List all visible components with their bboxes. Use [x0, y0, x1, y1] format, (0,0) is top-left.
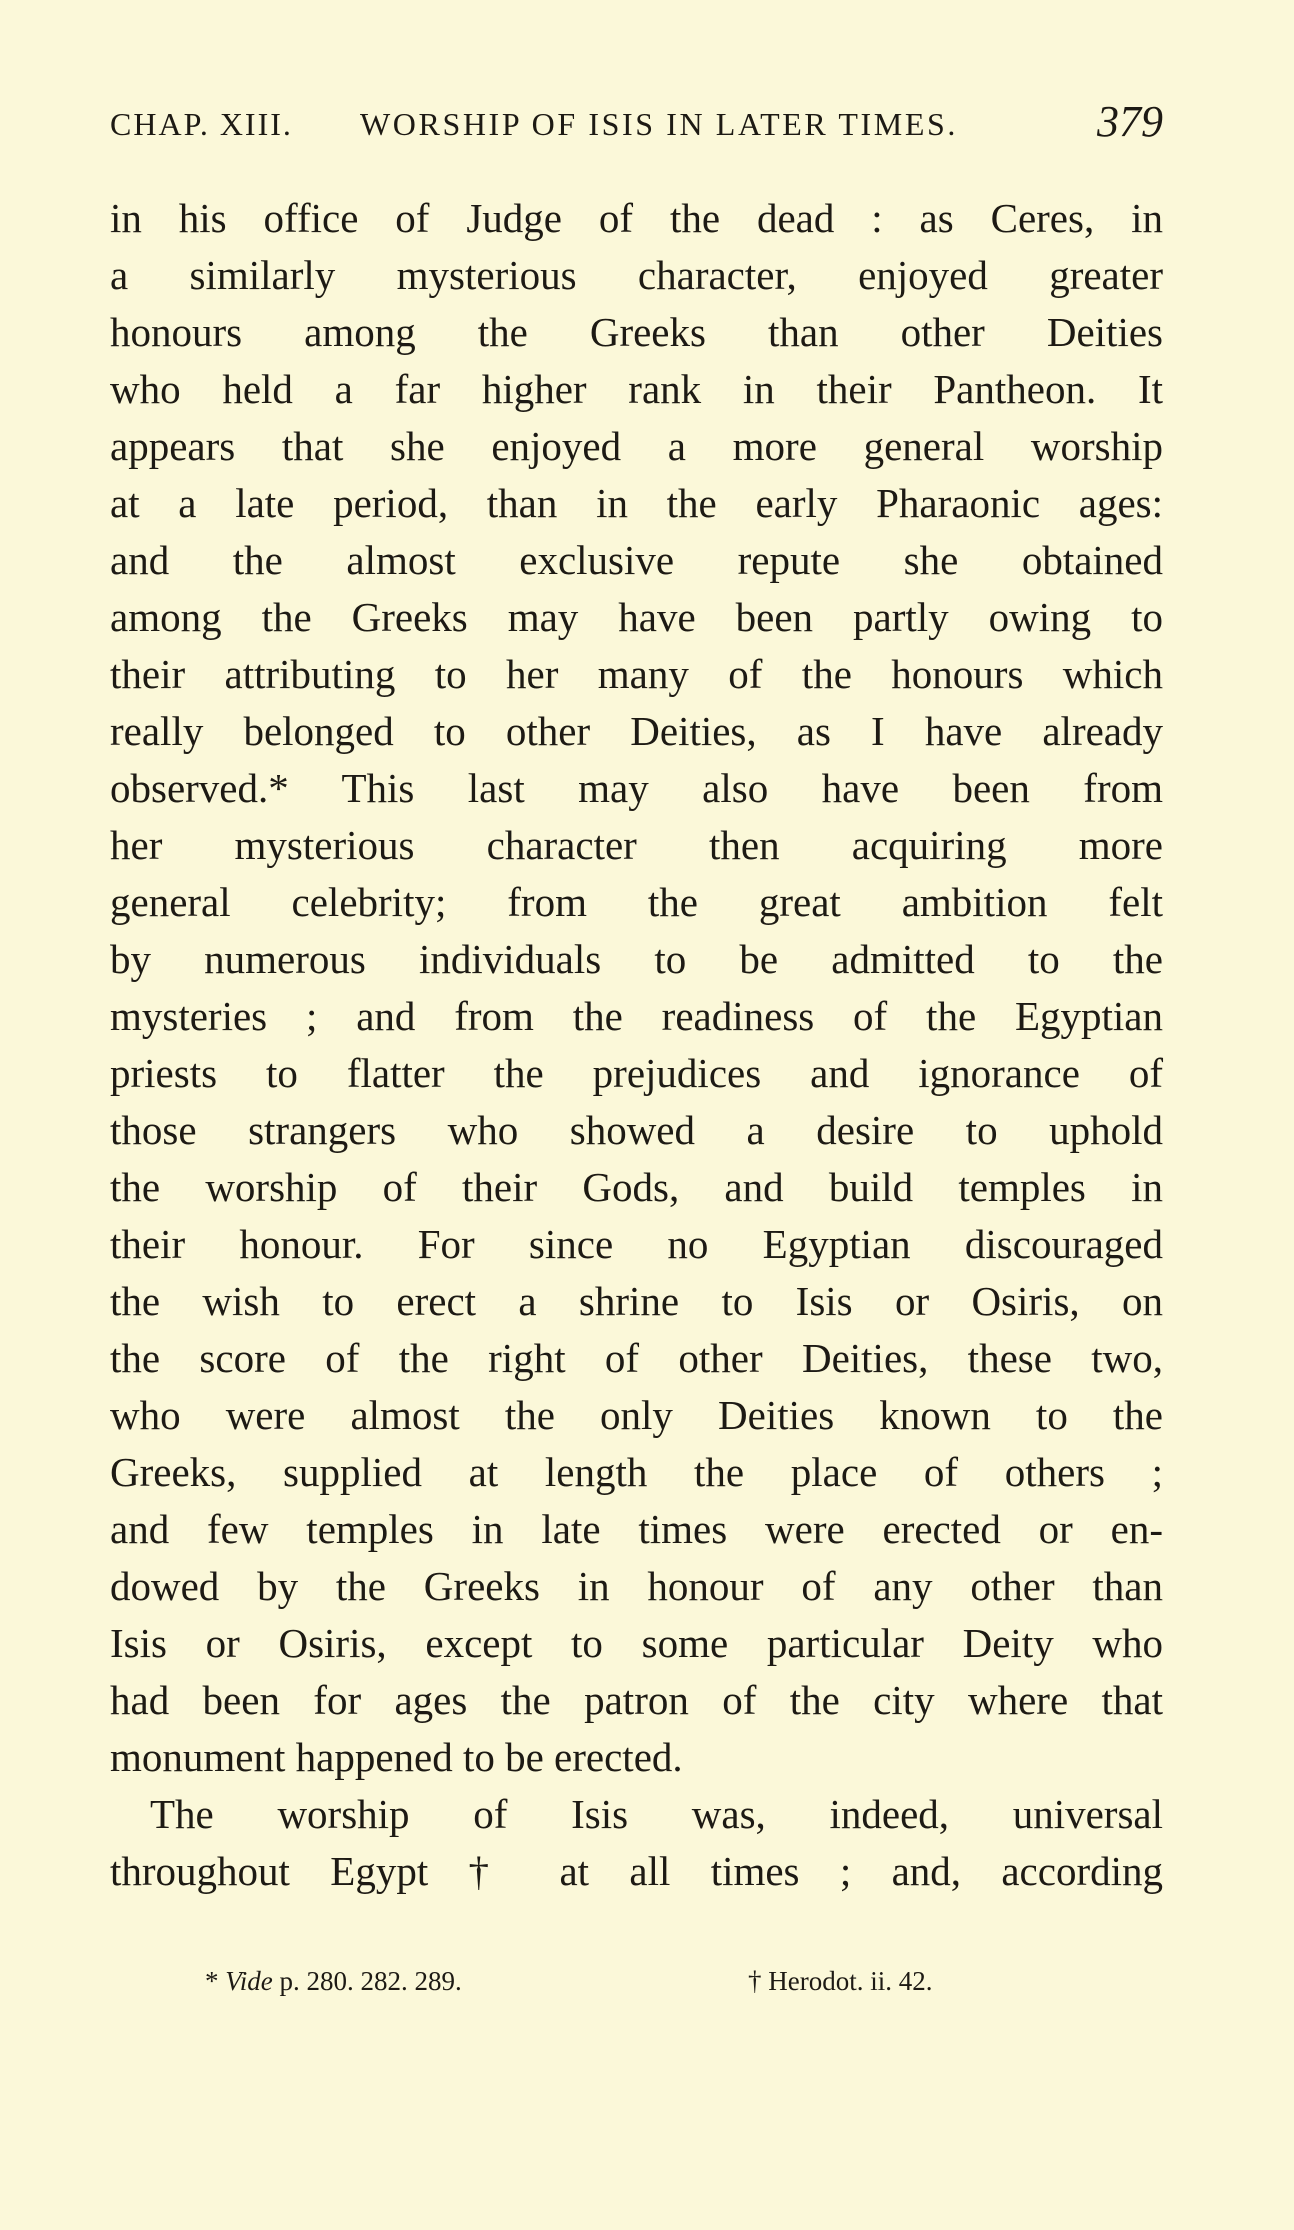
text-line: those strangers who showed a desire to uphold	[110, 1107, 1163, 1153]
text-line: had been for ages the patron of the city where that	[110, 1677, 1163, 1723]
text-line: appears that she enjoyed a more general worship	[110, 423, 1163, 469]
text-line: dowed by the Greeks in honour of any other than	[110, 1563, 1163, 1609]
body-text	[110, 190, 1163, 1900]
text-line: really belonged to other Deities, as I have already	[110, 708, 1163, 754]
text-line: and the almost exclusive repute she obtained	[110, 537, 1163, 583]
footnote-dagger	[748, 1966, 932, 1997]
text-line: by numerous individuals to be admitted to the	[110, 936, 1163, 982]
text-line: a similarly mysterious character, enjoyed greater	[110, 252, 1163, 298]
text-line: who held a far higher rank in their Pantheon. It	[110, 366, 1163, 412]
footnotes	[0, 1960, 1294, 2004]
page-number: 379	[1097, 97, 1163, 146]
text-line: honours among the Greeks than other Deities	[110, 309, 1163, 355]
footnote-text: Herodot. ii. 42.	[768, 1966, 933, 1996]
footnote-marker: †	[748, 1966, 762, 1996]
text-line: at a late period, than in the early Pharaonic ages:	[110, 480, 1163, 526]
text-line: in his office of Judge of the dead : as Ceres, in	[110, 195, 1163, 241]
text-line: her mysterious character then acquiring more	[110, 822, 1163, 868]
text-line: throughout Egypt † at all times ; and, according	[110, 1848, 1163, 1894]
chapter-label: CHAP. XIII.	[110, 106, 293, 142]
text-line: the worship of their Gods, and build temples in	[110, 1164, 1163, 1210]
footnote-marker: *	[205, 1966, 219, 1996]
text-line: Greeks, supplied at length the place of others ;	[110, 1449, 1163, 1495]
text-line: Isis or Osiris, except to some particular Deity who	[110, 1620, 1163, 1666]
text-line: general celebrity; from the great ambition felt	[110, 879, 1163, 925]
text-line: mysteries ; and from the readiness of the Egyptian	[110, 993, 1163, 1039]
paragraph-end-line: monument happened to be erected.	[110, 1734, 683, 1780]
running-title: WORSHIP OF ISIS IN LATER TIMES.	[360, 106, 958, 142]
text-line: observed.* This last may also have been from	[110, 765, 1163, 811]
paragraph-start-line: The worship of Isis was, indeed, universal	[150, 1791, 1163, 1837]
text-line: the wish to erect a shrine to Isis or Osiris, on	[110, 1278, 1163, 1324]
text-line: their honour. For since no Egyptian discouraged	[110, 1221, 1163, 1267]
text-line: who were almost the only Deities known to the	[110, 1392, 1163, 1438]
footnote-asterisk	[205, 1966, 462, 1997]
text-line: and few temples in late times were erected or en-	[110, 1506, 1163, 1552]
footnote-vide: Vide	[225, 1966, 273, 1996]
footnote-text: p. 280. 282. 289.	[279, 1966, 462, 1996]
text-line: their attributing to her many of the honours which	[110, 651, 1163, 697]
text-line: the score of the right of other Deities, these two,	[110, 1335, 1163, 1381]
text-line: among the Greeks may have been partly owing to	[110, 594, 1163, 640]
text-line: priests to flatter the prejudices and ignorance of	[110, 1050, 1163, 1096]
running-head	[110, 98, 1163, 148]
